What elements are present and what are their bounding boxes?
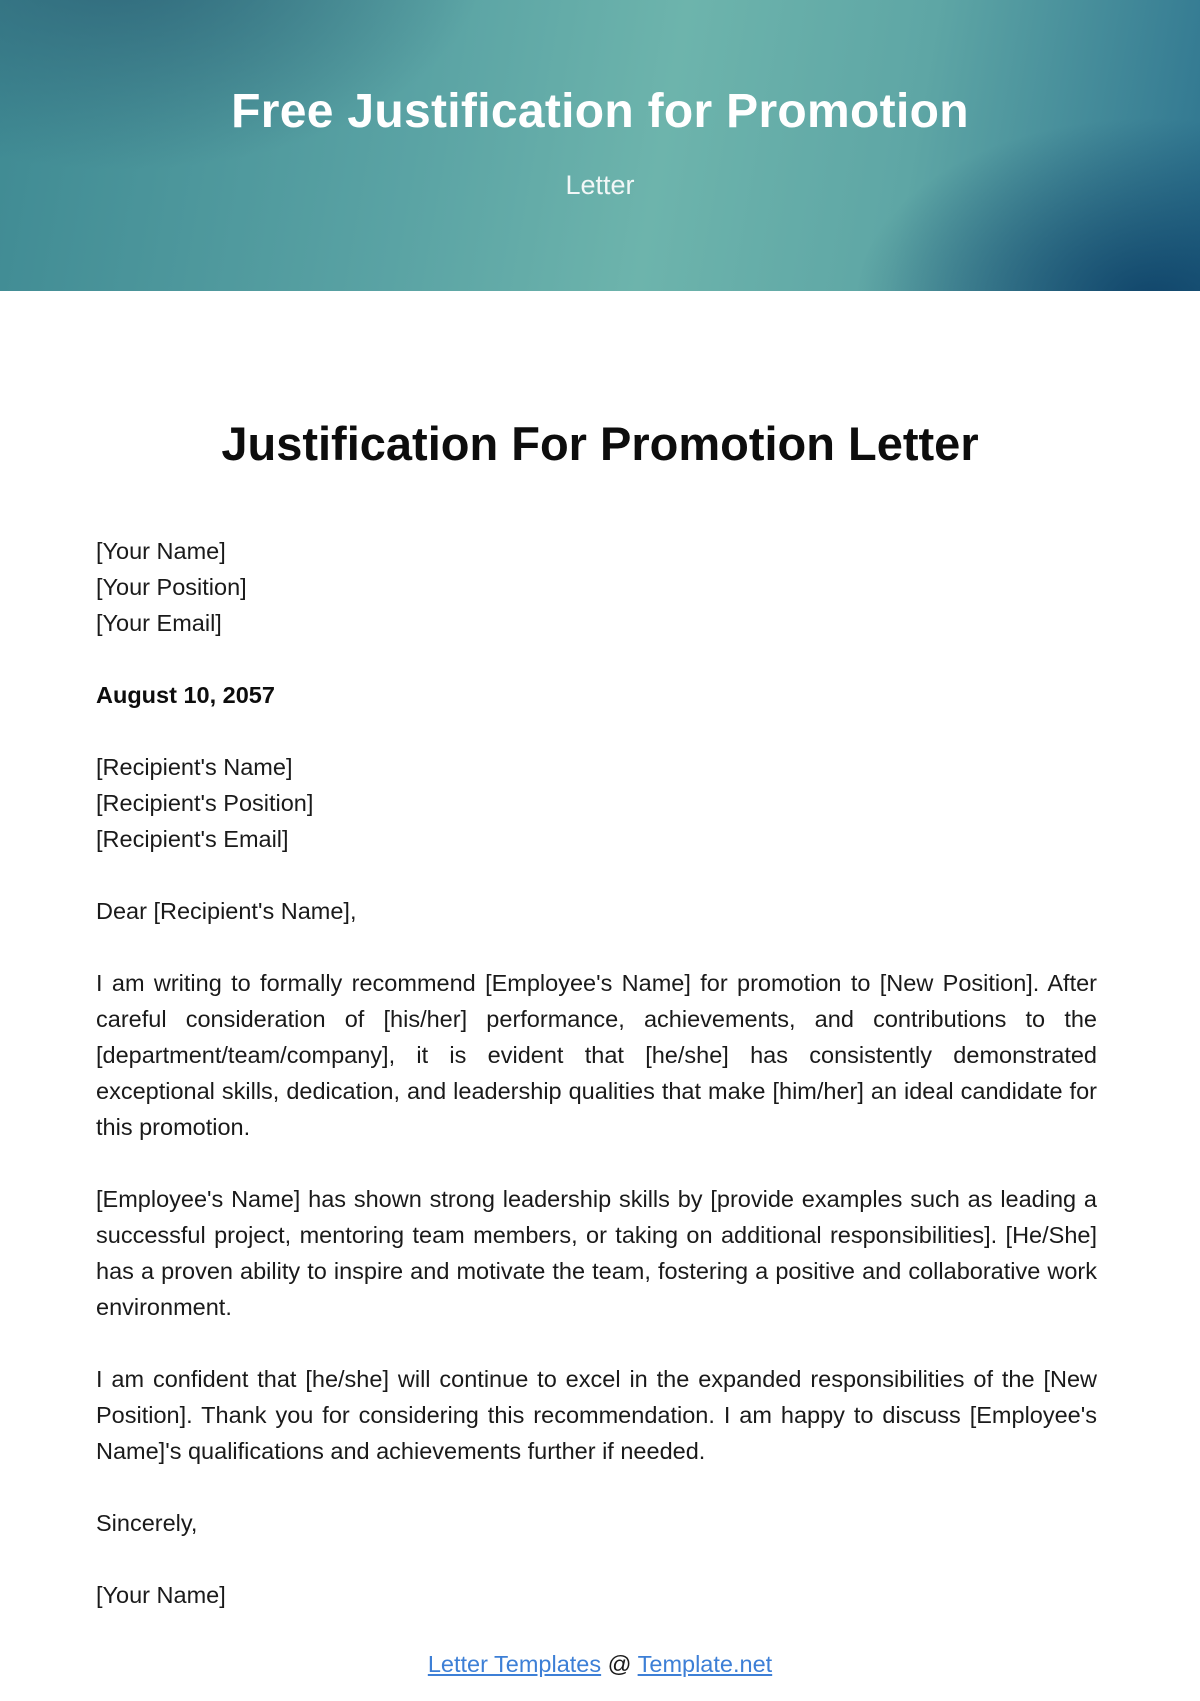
banner-title: Free Justification for Promotion (231, 85, 969, 138)
recipient-name: [Recipient's Name] (96, 754, 293, 780)
closing: Sincerely, (96, 1510, 198, 1536)
template-net-link[interactable]: Template.net (637, 1651, 773, 1677)
recipient-block (96, 749, 1097, 857)
paragraph-confidence: I am confident that [he/she] will continue to excel in the expanded responsibilities of the [New Position]. Thank you for considering this recommendation. I am happy to discuss [Employee's Name]'s qualifications and achievements further if needed. (96, 1366, 1097, 1464)
recipient-email: [Recipient's Email] (96, 826, 289, 852)
sender-name: [Your Name] (96, 538, 226, 564)
signature: [Your Name] (96, 1582, 226, 1608)
paragraph-recommendation: I am writing to formally recommend [Employee's Name] for promotion to [New Position]. After careful consideration of [his/her] performance, achievements, and contributions to the [department/team/company], it is evident that [he/she] has consistently demonstrated exceptional skills, dedication, and leadership qualities that make [him/her] an ideal candidate for this promotion. (96, 970, 1097, 1140)
letter-body (96, 533, 1097, 1613)
letter-date: August 10, 2057 (96, 682, 275, 708)
sender-email: [Your Email] (96, 610, 222, 636)
footer-credit (0, 1651, 1200, 1678)
document-title: Justification For Promotion Letter (221, 417, 979, 470)
letter-templates-link[interactable]: Letter Templates (427, 1651, 602, 1677)
salutation: Dear [Recipient's Name], (96, 898, 357, 924)
sender-block (96, 533, 1097, 641)
sender-position: [Your Position] (96, 574, 247, 600)
header-banner (0, 0, 1200, 291)
banner-subtitle: Letter (565, 170, 635, 200)
footer-separator: @ (607, 1651, 632, 1677)
recipient-position: [Recipient's Position] (96, 790, 314, 816)
paragraph-leadership: [Employee's Name] has shown strong leadership skills by [provide examples such as leading a successful project, mentoring team members, or taking on additional responsibilities]. [He/She] has a proven ability to inspire and motivate the team, fostering a positive and collaborative work environment. (96, 1186, 1097, 1320)
